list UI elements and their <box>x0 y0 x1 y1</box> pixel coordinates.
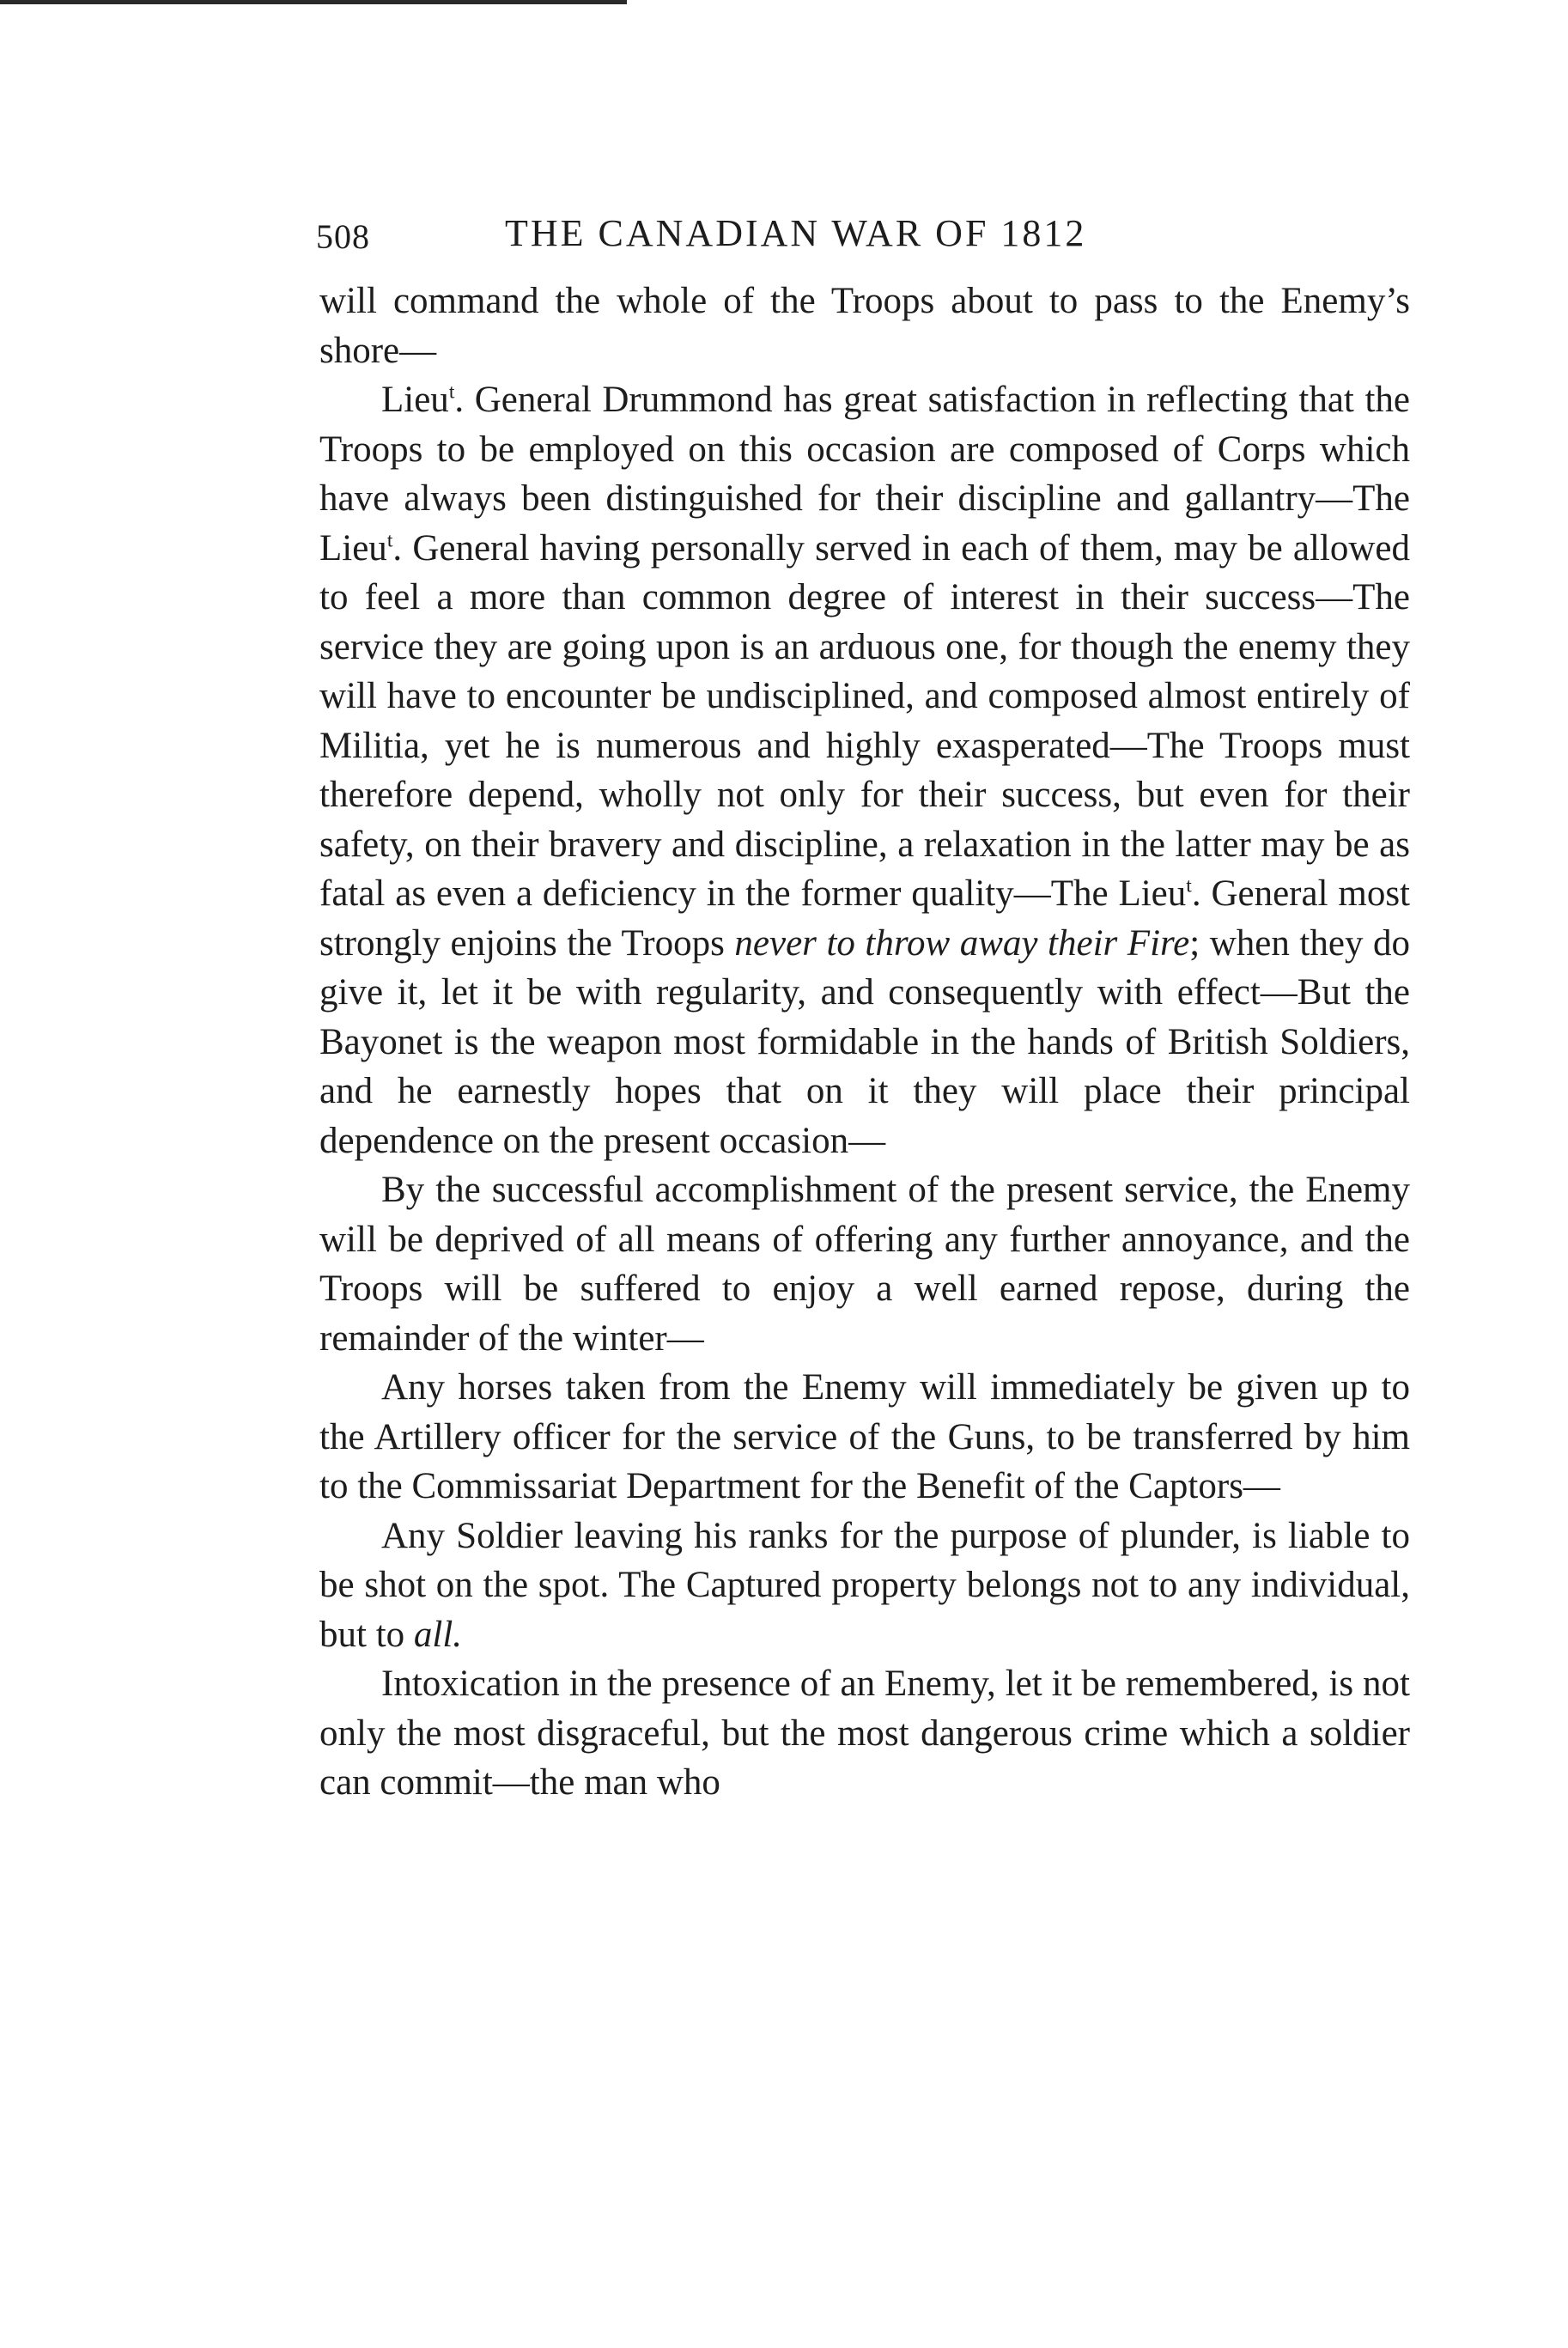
italic-phrase-fire: never to throw away their Fire <box>734 922 1190 964</box>
superscript-t-1: t <box>448 380 455 404</box>
paragraph-2 <box>319 375 1410 1165</box>
paragraph-5 <box>319 1512 1410 1660</box>
paragraph-6-text: Intoxication in the presence of an Enemy, let it be remembered, is not only the most disgraceful, but the most dangerous crime which a soldier can commit—the man who <box>319 1664 1410 1803</box>
body-text <box>319 277 1410 1808</box>
paragraph-3-text: By the successful accomplishment of the present service, the Enemy will be deprived of all means of offering any further annoyance, and the Troops will be suffered to enjoy a well earned repose, during the remainder of the winter— <box>319 1170 1410 1359</box>
paragraph-3 <box>319 1165 1410 1363</box>
paragraph-6 <box>319 1659 1410 1808</box>
paragraph-2-text-c: . General having personally served in each of them, may be allowed to feel a more than common degree of interest in their success—The service they are going upon is an arduous one, for though the enemy they will have to encounter be undisciplined, and composed almost entirely of Militia, yet he is numerous and highly exasperated—The Troops must therefore depend, wholly not only for their success, but even for their safety, on their bravery and discipline, a relaxation in the latter may be as fatal as even a deficiency in the former quality—The Lieu <box>319 527 1410 914</box>
italic-word-all: all. <box>413 1614 463 1655</box>
scan-edge-bar <box>0 0 627 4</box>
paragraph-4 <box>319 1363 1410 1512</box>
paragraph-1-text: will command the whole of the Troops about to pass to the Enemy’s shore— <box>319 281 1410 371</box>
paragraph-2-text-a: Lieu <box>381 380 449 420</box>
paragraph-4-text: Any horses taken from the Enemy will immediately be given up to the Artillery officer for the service of the Guns, to be transferred by him to the Commissariat Department for the Benefit of the Captors— <box>319 1367 1410 1506</box>
paragraph-2-text-e: ; when they do give it, let it be with regularity, and consequently with effect—But the Bayonet is the weapon most formidable in the hands of British Soldiers, and he earnestly hopes that on it they will place their principal dependence on the present occasion— <box>319 922 1410 1161</box>
paragraph-2-text-b: . General Drummond has great satisfaction in reflecting that the Troops to be employed on this occasion are composed of Corps which have always been distinguished for their discipline and gallantry—The Lieu <box>319 380 1410 569</box>
paragraph-2-text-d: . General most strongly enjoins the Troops <box>319 873 1411 964</box>
superscript-t-3: t <box>1186 874 1192 897</box>
page-header <box>316 211 1243 263</box>
paragraph-1 <box>319 277 1410 375</box>
paragraph-5-text: Any Soldier leaving his ranks for the purpose of plunder, is liable to be shot on the spot. The Captured property belongs not to any individual, but to <box>319 1515 1410 1655</box>
superscript-t-2: t <box>386 529 393 552</box>
page-number: 508 <box>316 217 370 256</box>
running-title: THE CANADIAN WAR OF 1812 <box>505 212 1087 254</box>
